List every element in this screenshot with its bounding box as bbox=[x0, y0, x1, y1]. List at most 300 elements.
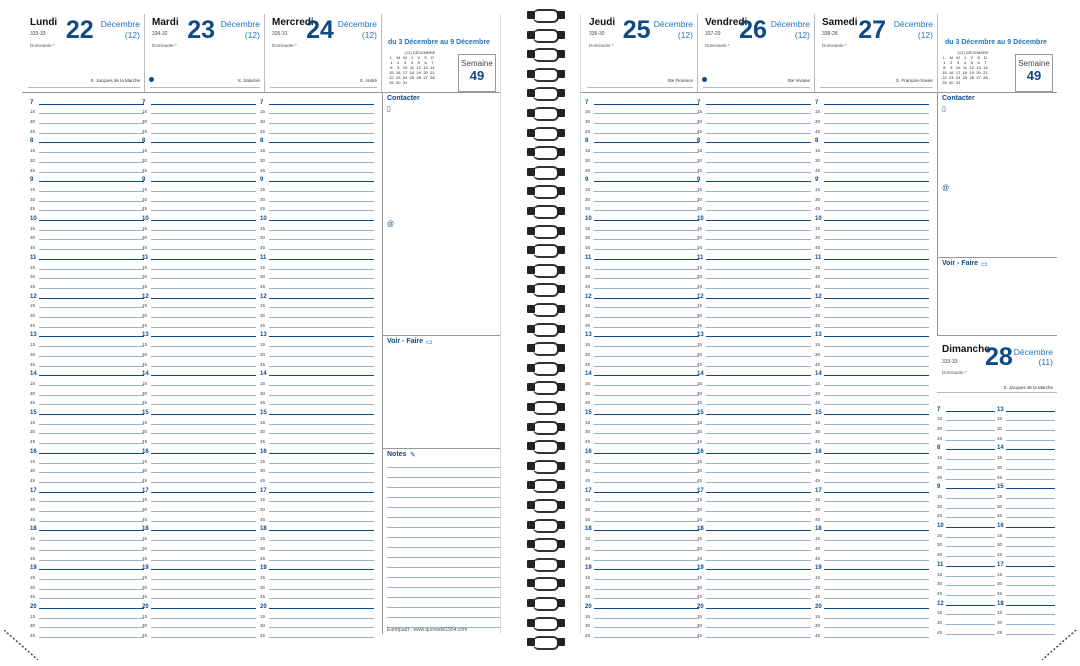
quarter-slot[interactable] bbox=[260, 358, 374, 368]
quarter-slot[interactable] bbox=[937, 568, 995, 578]
quarter-slot[interactable] bbox=[30, 571, 144, 581]
hour-slot[interactable] bbox=[142, 484, 256, 494]
quarter-slot[interactable] bbox=[585, 348, 699, 358]
hour-slot[interactable] bbox=[815, 174, 929, 184]
quarter-slot[interactable] bbox=[30, 542, 144, 552]
quarter-slot[interactable] bbox=[815, 232, 929, 242]
quarter-slot[interactable] bbox=[30, 280, 144, 290]
hour-slot[interactable] bbox=[30, 212, 144, 222]
quarter-slot[interactable] bbox=[142, 387, 256, 397]
quarter-slot[interactable] bbox=[142, 610, 256, 620]
quarter-slot[interactable] bbox=[30, 222, 144, 232]
quarter-slot[interactable] bbox=[815, 571, 929, 581]
quarter-slot[interactable] bbox=[937, 578, 995, 588]
quarter-slot[interactable] bbox=[815, 319, 929, 329]
quarter-slot[interactable] bbox=[260, 387, 374, 397]
quarter-slot[interactable] bbox=[260, 455, 374, 465]
quarter-slot[interactable] bbox=[30, 261, 144, 271]
hour-slot[interactable] bbox=[815, 329, 929, 339]
quarter-slot[interactable] bbox=[30, 309, 144, 319]
hour-slot[interactable] bbox=[937, 442, 995, 452]
quarter-slot[interactable] bbox=[142, 183, 256, 193]
hour-slot[interactable] bbox=[260, 368, 374, 378]
quarter-slot[interactable] bbox=[585, 377, 699, 387]
quarter-slot[interactable] bbox=[260, 552, 374, 562]
hour-slot[interactable] bbox=[30, 484, 144, 494]
quarter-slot[interactable] bbox=[260, 232, 374, 242]
quarter-slot[interactable] bbox=[937, 607, 995, 617]
quarter-slot[interactable] bbox=[585, 309, 699, 319]
quarter-slot[interactable] bbox=[815, 610, 929, 620]
hour-slot[interactable] bbox=[260, 600, 374, 610]
quarter-slot[interactable] bbox=[815, 533, 929, 543]
quarter-slot[interactable] bbox=[260, 503, 374, 513]
quarter-slot[interactable] bbox=[142, 630, 256, 640]
hour-slot[interactable] bbox=[260, 96, 374, 106]
hour-slot[interactable] bbox=[585, 251, 699, 261]
quarter-slot[interactable] bbox=[815, 271, 929, 281]
quarter-slot[interactable] bbox=[937, 413, 995, 423]
quarter-slot[interactable] bbox=[937, 452, 995, 462]
quarter-slot[interactable] bbox=[585, 591, 699, 601]
quarter-slot[interactable] bbox=[697, 193, 811, 203]
quarter-slot[interactable] bbox=[585, 552, 699, 562]
quarter-slot[interactable] bbox=[815, 494, 929, 504]
quarter-slot[interactable] bbox=[815, 309, 929, 319]
hour-slot[interactable] bbox=[585, 174, 699, 184]
hour-slot[interactable] bbox=[697, 600, 811, 610]
hour-slot[interactable] bbox=[697, 368, 811, 378]
quarter-slot[interactable] bbox=[697, 271, 811, 281]
quarter-slot[interactable] bbox=[260, 591, 374, 601]
quarter-slot[interactable] bbox=[142, 474, 256, 484]
quarter-slot[interactable] bbox=[697, 571, 811, 581]
quarter-slot[interactable] bbox=[815, 164, 929, 174]
quarter-slot[interactable] bbox=[585, 232, 699, 242]
quarter-slot[interactable] bbox=[585, 164, 699, 174]
hour-slot[interactable] bbox=[142, 174, 256, 184]
quarter-slot[interactable] bbox=[815, 397, 929, 407]
hour-slot[interactable] bbox=[260, 523, 374, 533]
quarter-slot[interactable] bbox=[30, 416, 144, 426]
hour-slot[interactable] bbox=[260, 290, 374, 300]
quarter-slot[interactable] bbox=[697, 610, 811, 620]
hour-slot[interactable] bbox=[697, 174, 811, 184]
quarter-slot[interactable] bbox=[585, 242, 699, 252]
quarter-slot[interactable] bbox=[697, 183, 811, 193]
quarter-slot[interactable] bbox=[260, 474, 374, 484]
hour-slot[interactable] bbox=[585, 600, 699, 610]
quarter-slot[interactable] bbox=[815, 145, 929, 155]
quarter-slot[interactable] bbox=[815, 193, 929, 203]
quarter-slot[interactable] bbox=[815, 436, 929, 446]
hour-slot[interactable] bbox=[260, 135, 374, 145]
quarter-slot[interactable] bbox=[585, 620, 699, 630]
hour-slot[interactable] bbox=[697, 212, 811, 222]
hour-slot[interactable] bbox=[585, 96, 699, 106]
quarter-slot[interactable] bbox=[30, 426, 144, 436]
quarter-slot[interactable] bbox=[30, 591, 144, 601]
hour-slot[interactable] bbox=[697, 445, 811, 455]
quarter-slot[interactable] bbox=[697, 319, 811, 329]
hour-slot[interactable] bbox=[585, 212, 699, 222]
hour-slot[interactable] bbox=[30, 329, 144, 339]
hour-slot[interactable] bbox=[697, 96, 811, 106]
quarter-slot[interactable] bbox=[585, 426, 699, 436]
hour-slot[interactable] bbox=[997, 481, 1055, 491]
quarter-slot[interactable] bbox=[260, 106, 374, 116]
hour-slot[interactable] bbox=[30, 562, 144, 572]
hour-slot[interactable] bbox=[30, 523, 144, 533]
hour-slot[interactable] bbox=[697, 251, 811, 261]
quarter-slot[interactable] bbox=[142, 280, 256, 290]
hour-slot[interactable] bbox=[30, 445, 144, 455]
quarter-slot[interactable] bbox=[585, 474, 699, 484]
quarter-slot[interactable] bbox=[697, 465, 811, 475]
quarter-slot[interactable] bbox=[585, 115, 699, 125]
quarter-slot[interactable] bbox=[585, 125, 699, 135]
quarter-slot[interactable] bbox=[260, 183, 374, 193]
hour-slot[interactable] bbox=[997, 597, 1055, 607]
quarter-slot[interactable] bbox=[697, 164, 811, 174]
quarter-slot[interactable] bbox=[260, 319, 374, 329]
quarter-slot[interactable] bbox=[937, 422, 995, 432]
quarter-slot[interactable] bbox=[142, 271, 256, 281]
quarter-slot[interactable] bbox=[585, 193, 699, 203]
quarter-slot[interactable] bbox=[30, 358, 144, 368]
hour-slot[interactable] bbox=[30, 406, 144, 416]
quarter-slot[interactable] bbox=[697, 436, 811, 446]
hour-slot[interactable] bbox=[585, 523, 699, 533]
quarter-slot[interactable] bbox=[815, 630, 929, 640]
quarter-slot[interactable] bbox=[815, 474, 929, 484]
quarter-slot[interactable] bbox=[815, 339, 929, 349]
quarter-slot[interactable] bbox=[260, 377, 374, 387]
quarter-slot[interactable] bbox=[815, 106, 929, 116]
hour-slot[interactable] bbox=[815, 96, 929, 106]
quarter-slot[interactable] bbox=[30, 494, 144, 504]
quarter-slot[interactable] bbox=[697, 513, 811, 523]
quarter-slot[interactable] bbox=[585, 339, 699, 349]
quarter-slot[interactable] bbox=[937, 539, 995, 549]
quarter-slot[interactable] bbox=[697, 154, 811, 164]
hour-slot[interactable] bbox=[815, 445, 929, 455]
quarter-slot[interactable] bbox=[30, 203, 144, 213]
hour-slot[interactable] bbox=[815, 523, 929, 533]
quarter-slot[interactable] bbox=[997, 490, 1055, 500]
quarter-slot[interactable] bbox=[30, 193, 144, 203]
quarter-slot[interactable] bbox=[815, 465, 929, 475]
quarter-slot[interactable] bbox=[997, 413, 1055, 423]
quarter-slot[interactable] bbox=[142, 339, 256, 349]
quarter-slot[interactable] bbox=[697, 106, 811, 116]
quarter-slot[interactable] bbox=[142, 261, 256, 271]
hour-slot[interactable] bbox=[937, 597, 995, 607]
quarter-slot[interactable] bbox=[997, 510, 1055, 520]
quarter-slot[interactable] bbox=[697, 494, 811, 504]
quarter-slot[interactable] bbox=[585, 503, 699, 513]
hour-slot[interactable] bbox=[937, 519, 995, 529]
quarter-slot[interactable] bbox=[585, 183, 699, 193]
quarter-slot[interactable] bbox=[260, 339, 374, 349]
quarter-slot[interactable] bbox=[30, 533, 144, 543]
quarter-slot[interactable] bbox=[30, 610, 144, 620]
hour-slot[interactable] bbox=[937, 481, 995, 491]
quarter-slot[interactable] bbox=[260, 280, 374, 290]
quarter-slot[interactable] bbox=[815, 203, 929, 213]
quarter-slot[interactable] bbox=[260, 348, 374, 358]
quarter-slot[interactable] bbox=[697, 242, 811, 252]
quarter-slot[interactable] bbox=[697, 125, 811, 135]
quarter-slot[interactable] bbox=[260, 542, 374, 552]
quarter-slot[interactable] bbox=[997, 539, 1055, 549]
quarter-slot[interactable] bbox=[585, 494, 699, 504]
quarter-slot[interactable] bbox=[815, 358, 929, 368]
quarter-slot[interactable] bbox=[697, 620, 811, 630]
quarter-slot[interactable] bbox=[585, 436, 699, 446]
quarter-slot[interactable] bbox=[260, 513, 374, 523]
hour-slot[interactable] bbox=[585, 484, 699, 494]
hour-slot[interactable] bbox=[30, 600, 144, 610]
hour-slot[interactable] bbox=[815, 484, 929, 494]
hour-slot[interactable] bbox=[697, 562, 811, 572]
quarter-slot[interactable] bbox=[30, 125, 144, 135]
quarter-slot[interactable] bbox=[142, 309, 256, 319]
hour-slot[interactable] bbox=[30, 135, 144, 145]
quarter-slot[interactable] bbox=[142, 193, 256, 203]
quarter-slot[interactable] bbox=[30, 436, 144, 446]
quarter-slot[interactable] bbox=[30, 377, 144, 387]
quarter-slot[interactable] bbox=[815, 261, 929, 271]
quarter-slot[interactable] bbox=[937, 500, 995, 510]
quarter-slot[interactable] bbox=[815, 183, 929, 193]
quarter-slot[interactable] bbox=[142, 377, 256, 387]
quarter-slot[interactable] bbox=[585, 319, 699, 329]
quarter-slot[interactable] bbox=[260, 193, 374, 203]
quarter-slot[interactable] bbox=[30, 465, 144, 475]
quarter-slot[interactable] bbox=[260, 145, 374, 155]
quarter-slot[interactable] bbox=[142, 436, 256, 446]
hour-slot[interactable] bbox=[697, 290, 811, 300]
quarter-slot[interactable] bbox=[30, 513, 144, 523]
hour-slot[interactable] bbox=[142, 251, 256, 261]
quarter-slot[interactable] bbox=[815, 377, 929, 387]
hour-slot[interactable] bbox=[997, 403, 1055, 413]
quarter-slot[interactable] bbox=[697, 397, 811, 407]
quarter-slot[interactable] bbox=[142, 494, 256, 504]
quarter-slot[interactable] bbox=[142, 503, 256, 513]
quarter-slot[interactable] bbox=[585, 203, 699, 213]
quarter-slot[interactable] bbox=[260, 416, 374, 426]
quarter-slot[interactable] bbox=[697, 416, 811, 426]
quarter-slot[interactable] bbox=[142, 397, 256, 407]
hour-slot[interactable] bbox=[260, 406, 374, 416]
quarter-slot[interactable] bbox=[937, 461, 995, 471]
quarter-slot[interactable] bbox=[142, 591, 256, 601]
quarter-slot[interactable] bbox=[260, 271, 374, 281]
hour-slot[interactable] bbox=[142, 406, 256, 416]
quarter-slot[interactable] bbox=[585, 455, 699, 465]
hour-slot[interactable] bbox=[585, 135, 699, 145]
hour-slot[interactable] bbox=[260, 174, 374, 184]
quarter-slot[interactable] bbox=[997, 616, 1055, 626]
quarter-slot[interactable] bbox=[585, 630, 699, 640]
hour-slot[interactable] bbox=[142, 523, 256, 533]
quarter-slot[interactable] bbox=[142, 426, 256, 436]
quarter-slot[interactable] bbox=[697, 455, 811, 465]
hour-slot[interactable] bbox=[30, 174, 144, 184]
quarter-slot[interactable] bbox=[260, 465, 374, 475]
hour-slot[interactable] bbox=[585, 368, 699, 378]
quarter-slot[interactable] bbox=[997, 432, 1055, 442]
quarter-slot[interactable] bbox=[585, 222, 699, 232]
hour-slot[interactable] bbox=[585, 329, 699, 339]
quarter-slot[interactable] bbox=[697, 339, 811, 349]
quarter-slot[interactable] bbox=[585, 280, 699, 290]
quarter-slot[interactable] bbox=[260, 222, 374, 232]
hour-slot[interactable] bbox=[585, 445, 699, 455]
quarter-slot[interactable] bbox=[585, 610, 699, 620]
quarter-slot[interactable] bbox=[697, 115, 811, 125]
quarter-slot[interactable] bbox=[585, 154, 699, 164]
quarter-slot[interactable] bbox=[142, 348, 256, 358]
quarter-slot[interactable] bbox=[142, 232, 256, 242]
quarter-slot[interactable] bbox=[142, 145, 256, 155]
quarter-slot[interactable] bbox=[997, 587, 1055, 597]
quarter-slot[interactable] bbox=[142, 242, 256, 252]
quarter-slot[interactable] bbox=[585, 533, 699, 543]
quarter-slot[interactable] bbox=[260, 397, 374, 407]
quarter-slot[interactable] bbox=[697, 358, 811, 368]
quarter-slot[interactable] bbox=[30, 300, 144, 310]
hour-slot[interactable] bbox=[142, 135, 256, 145]
quarter-slot[interactable] bbox=[937, 626, 995, 636]
quarter-slot[interactable] bbox=[260, 261, 374, 271]
quarter-slot[interactable] bbox=[142, 571, 256, 581]
quarter-slot[interactable] bbox=[937, 587, 995, 597]
quarter-slot[interactable] bbox=[142, 533, 256, 543]
quarter-slot[interactable] bbox=[697, 581, 811, 591]
hour-slot[interactable] bbox=[142, 562, 256, 572]
quarter-slot[interactable] bbox=[815, 115, 929, 125]
quarter-slot[interactable] bbox=[815, 125, 929, 135]
quarter-slot[interactable] bbox=[697, 426, 811, 436]
hour-slot[interactable] bbox=[585, 290, 699, 300]
quarter-slot[interactable] bbox=[30, 387, 144, 397]
quarter-slot[interactable] bbox=[697, 503, 811, 513]
quarter-slot[interactable] bbox=[260, 630, 374, 640]
quarter-slot[interactable] bbox=[697, 542, 811, 552]
hour-slot[interactable] bbox=[142, 600, 256, 610]
quarter-slot[interactable] bbox=[815, 581, 929, 591]
quarter-slot[interactable] bbox=[260, 571, 374, 581]
quarter-slot[interactable] bbox=[585, 145, 699, 155]
hour-slot[interactable] bbox=[30, 251, 144, 261]
quarter-slot[interactable] bbox=[30, 319, 144, 329]
quarter-slot[interactable] bbox=[697, 203, 811, 213]
hour-slot[interactable] bbox=[260, 251, 374, 261]
quarter-slot[interactable] bbox=[30, 242, 144, 252]
quarter-slot[interactable] bbox=[697, 222, 811, 232]
hour-slot[interactable] bbox=[815, 406, 929, 416]
quarter-slot[interactable] bbox=[697, 591, 811, 601]
quarter-slot[interactable] bbox=[997, 578, 1055, 588]
quarter-slot[interactable] bbox=[815, 620, 929, 630]
quarter-slot[interactable] bbox=[815, 416, 929, 426]
hour-slot[interactable] bbox=[815, 212, 929, 222]
hour-slot[interactable] bbox=[30, 96, 144, 106]
quarter-slot[interactable] bbox=[260, 494, 374, 504]
quarter-slot[interactable] bbox=[30, 397, 144, 407]
quarter-slot[interactable] bbox=[30, 154, 144, 164]
hour-slot[interactable] bbox=[30, 290, 144, 300]
quarter-slot[interactable] bbox=[697, 377, 811, 387]
quarter-slot[interactable] bbox=[260, 300, 374, 310]
quarter-slot[interactable] bbox=[30, 474, 144, 484]
hour-slot[interactable] bbox=[697, 135, 811, 145]
quarter-slot[interactable] bbox=[997, 549, 1055, 559]
quarter-slot[interactable] bbox=[585, 300, 699, 310]
quarter-slot[interactable] bbox=[585, 106, 699, 116]
hour-slot[interactable] bbox=[815, 251, 929, 261]
hour-slot[interactable] bbox=[937, 403, 995, 413]
quarter-slot[interactable] bbox=[260, 164, 374, 174]
quarter-slot[interactable] bbox=[142, 358, 256, 368]
quarter-slot[interactable] bbox=[585, 571, 699, 581]
quarter-slot[interactable] bbox=[260, 620, 374, 630]
quarter-slot[interactable] bbox=[142, 455, 256, 465]
hour-slot[interactable] bbox=[585, 562, 699, 572]
quarter-slot[interactable] bbox=[142, 620, 256, 630]
hour-slot[interactable] bbox=[142, 445, 256, 455]
quarter-slot[interactable] bbox=[142, 203, 256, 213]
quarter-slot[interactable] bbox=[997, 500, 1055, 510]
quarter-slot[interactable] bbox=[697, 387, 811, 397]
quarter-slot[interactable] bbox=[997, 461, 1055, 471]
quarter-slot[interactable] bbox=[260, 533, 374, 543]
quarter-slot[interactable] bbox=[260, 203, 374, 213]
quarter-slot[interactable] bbox=[585, 542, 699, 552]
quarter-slot[interactable] bbox=[815, 552, 929, 562]
hour-slot[interactable] bbox=[260, 484, 374, 494]
quarter-slot[interactable] bbox=[30, 552, 144, 562]
hour-slot[interactable] bbox=[815, 135, 929, 145]
quarter-slot[interactable] bbox=[815, 513, 929, 523]
quarter-slot[interactable] bbox=[697, 280, 811, 290]
quarter-slot[interactable] bbox=[30, 115, 144, 125]
quarter-slot[interactable] bbox=[260, 115, 374, 125]
quarter-slot[interactable] bbox=[585, 397, 699, 407]
quarter-slot[interactable] bbox=[697, 630, 811, 640]
quarter-slot[interactable] bbox=[30, 164, 144, 174]
quarter-slot[interactable] bbox=[585, 387, 699, 397]
quarter-slot[interactable] bbox=[260, 309, 374, 319]
quarter-slot[interactable] bbox=[30, 348, 144, 358]
quarter-slot[interactable] bbox=[142, 581, 256, 591]
hour-slot[interactable] bbox=[260, 562, 374, 572]
quarter-slot[interactable] bbox=[937, 549, 995, 559]
quarter-slot[interactable] bbox=[142, 154, 256, 164]
hour-slot[interactable] bbox=[585, 406, 699, 416]
hour-slot[interactable] bbox=[697, 523, 811, 533]
quarter-slot[interactable] bbox=[815, 503, 929, 513]
hour-slot[interactable] bbox=[697, 406, 811, 416]
hour-slot[interactable] bbox=[142, 290, 256, 300]
hour-slot[interactable] bbox=[142, 368, 256, 378]
quarter-slot[interactable] bbox=[142, 542, 256, 552]
quarter-slot[interactable] bbox=[142, 465, 256, 475]
hour-slot[interactable] bbox=[142, 96, 256, 106]
